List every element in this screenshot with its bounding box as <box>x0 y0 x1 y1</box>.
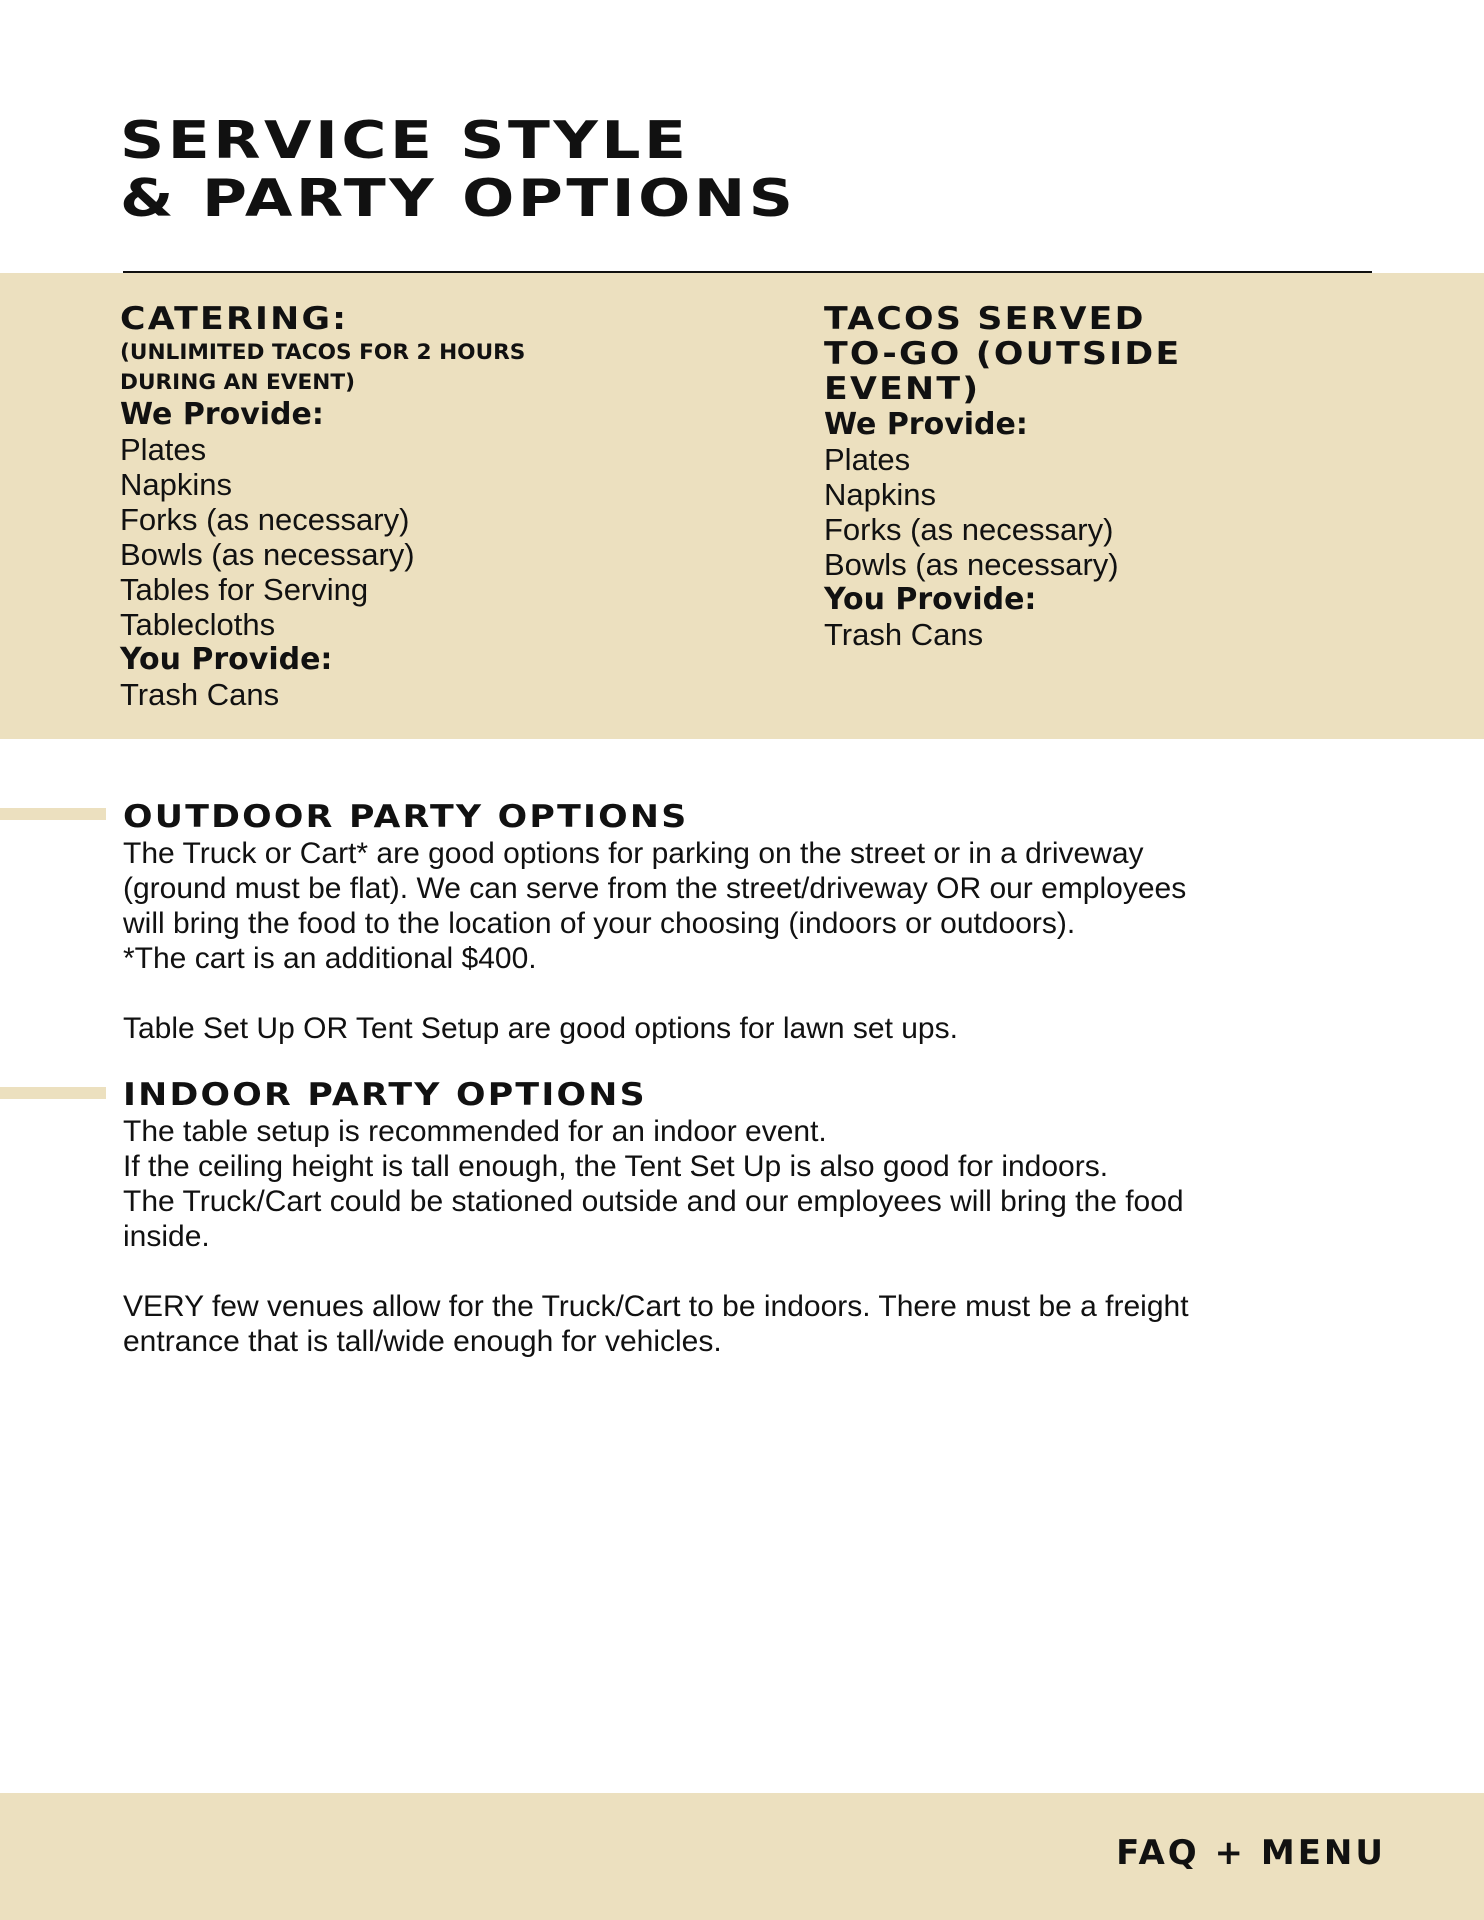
outdoor-paragraph-1 <box>123 836 1353 976</box>
togo-title <box>824 302 1451 407</box>
catering-you-provide-label: You Provide: <box>120 642 333 677</box>
list-item: Napkins <box>824 477 936 512</box>
list-item: Trash Cans <box>824 617 984 652</box>
togo-we-provide-list <box>824 442 1384 582</box>
togo-column <box>824 302 1384 652</box>
list-item: Forks (as necessary) <box>824 512 1114 547</box>
indoor-section-marker <box>0 1087 106 1099</box>
list-item: Bowls (as necessary) <box>120 537 415 572</box>
list-item: Tablecloths <box>120 607 276 642</box>
catering-subtitle-line-1: (UNLIMITED TACOS FOR 2 HOURS <box>120 340 526 364</box>
list-item: Napkins <box>120 467 232 502</box>
togo-you-provide-list <box>824 617 1384 652</box>
paragraph-line: The table setup is recommended for an indoor event. <box>123 1115 827 1148</box>
paragraph-line: The Truck/Cart could be stationed outside and our employees will bring the food <box>123 1185 1184 1218</box>
catering-we-provide-label: We Provide: <box>120 397 324 432</box>
paragraph-line: will bring the food to the location of your choosing (indoors or outdoors). <box>123 907 1076 940</box>
list-item: Bowls (as necessary) <box>824 547 1119 582</box>
togo-we-provide-label: We Provide: <box>824 407 1028 442</box>
indoor-title: INDOOR PARTY OPTIONS <box>123 1077 647 1113</box>
catering-subtitle <box>120 337 738 397</box>
paragraph-line: (ground must be flat). We can serve from the street/driveway OR our employees <box>123 872 1187 905</box>
list-item: Tables for Serving <box>120 572 369 607</box>
list-item: Trash Cans <box>120 677 280 712</box>
paragraph-line: entrance that is tall/wide enough for vehicles. <box>123 1325 722 1358</box>
togo-title-line-2: TO-GO (OUTSIDE <box>824 336 1182 372</box>
page-title-line-2: & PARTY OPTIONS <box>120 169 797 229</box>
indoor-section <box>123 1078 1353 1394</box>
catering-subtitle-line-2: DURING AN EVENT) <box>120 370 356 394</box>
page-title-line-1: SERVICE STYLE <box>120 111 690 171</box>
indoor-paragraph-1 <box>123 1114 1353 1254</box>
paragraph-line: Table Set Up OR Tent Setup are good options for lawn set ups. <box>123 1012 958 1045</box>
outdoor-section-marker <box>0 808 106 820</box>
outdoor-section <box>123 800 1353 1081</box>
list-item: Plates <box>824 442 911 477</box>
title-divider <box>123 271 1372 273</box>
paragraph-line: The Truck or Cart* are good options for parking on the street or in a driveway <box>123 837 1144 870</box>
catering-you-provide-list <box>120 677 720 712</box>
paragraph-line: *The cart is an additional $400. <box>123 942 537 975</box>
indoor-paragraph-2 <box>123 1289 1353 1359</box>
list-item: Plates <box>120 432 207 467</box>
catering-we-provide-list <box>120 432 720 642</box>
paragraph-line: If the ceiling height is tall enough, the Tent Set Up is also good for indoors. <box>123 1150 1109 1183</box>
paragraph-line: inside. <box>123 1220 210 1253</box>
togo-title-line-1: TACOS SERVED <box>824 301 1146 337</box>
list-item: Forks (as necessary) <box>120 502 410 537</box>
outdoor-title: OUTDOOR PARTY OPTIONS <box>123 799 689 835</box>
catering-column <box>120 302 720 712</box>
togo-you-provide-label: You Provide: <box>824 582 1037 617</box>
page-title <box>120 112 796 228</box>
paragraph-line: VERY few venues allow for the Truck/Cart to be indoors. There must be a freight <box>123 1290 1189 1323</box>
outdoor-paragraph-2 <box>123 1011 1353 1046</box>
footer-faq-menu-label: FAQ + MENU <box>1116 1833 1386 1873</box>
togo-title-line-3: EVENT) <box>824 371 981 407</box>
catering-title: CATERING: <box>120 301 349 337</box>
